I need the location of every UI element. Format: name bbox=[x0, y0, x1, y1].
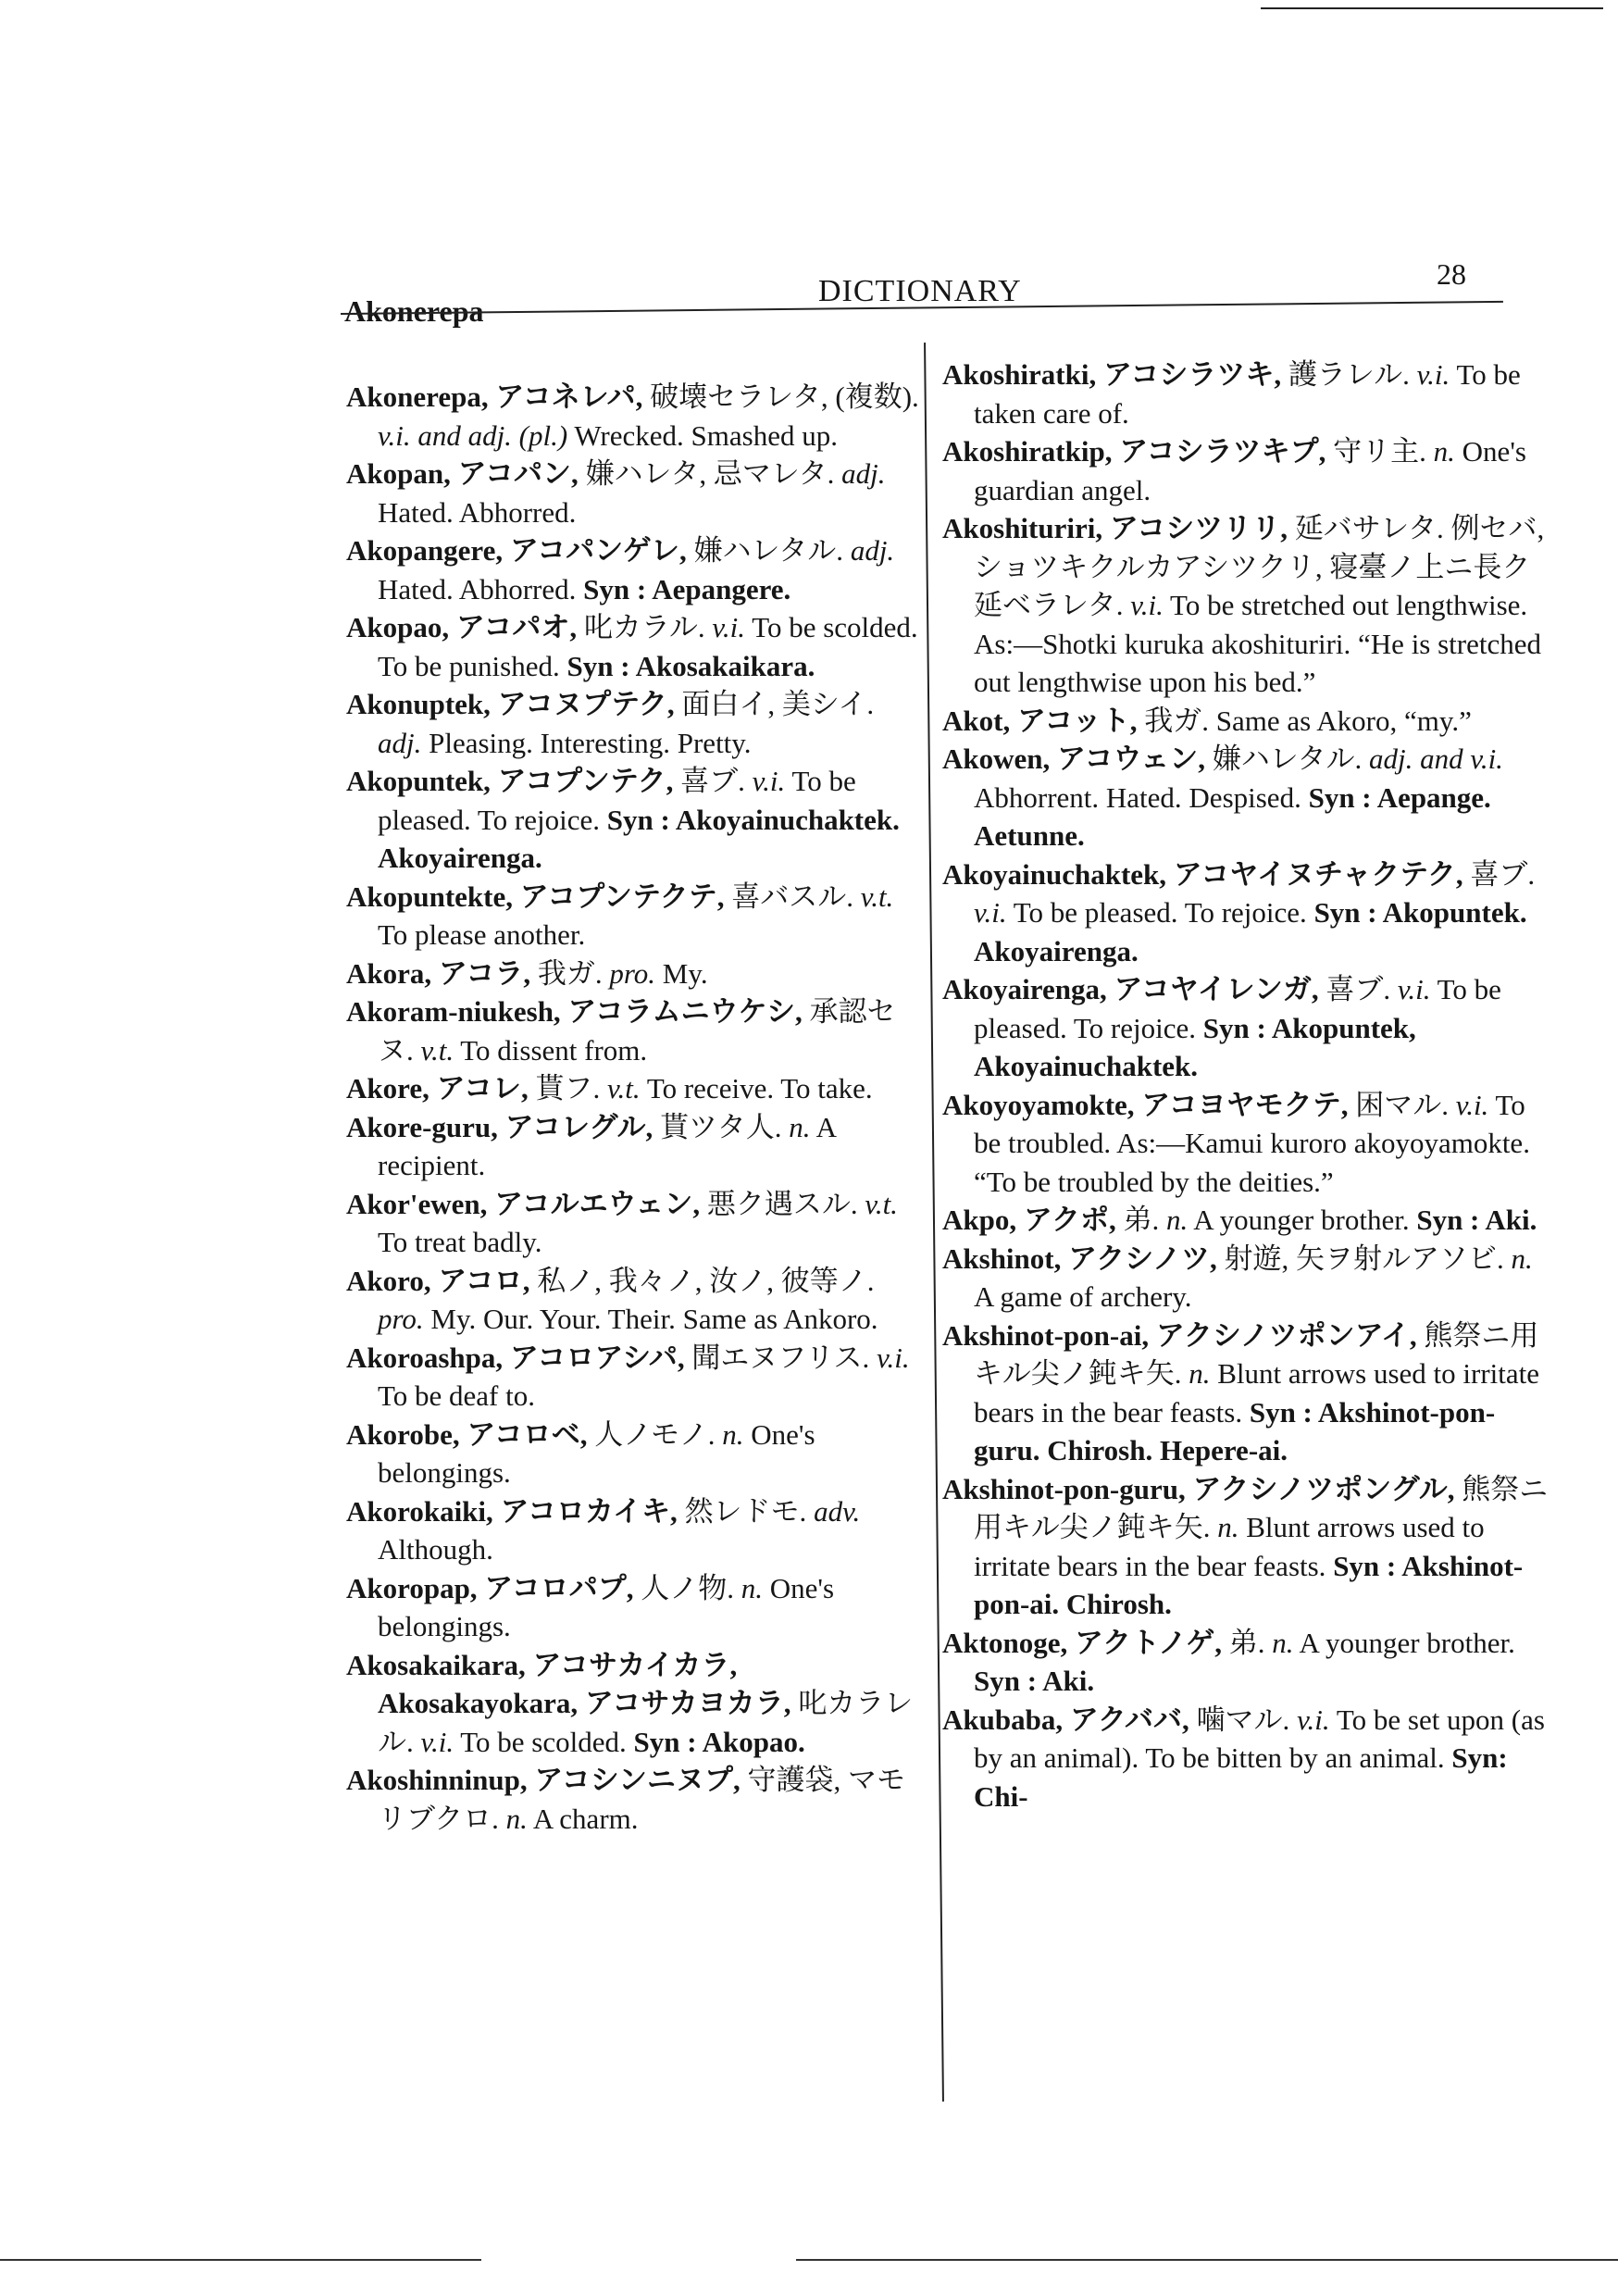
entry-headword: Akpo, アクポ, bbox=[942, 1204, 1116, 1236]
dictionary-entry bbox=[346, 1069, 920, 1108]
entry-definition: Blunt arrows used to irritate bears in the bear feasts. bbox=[974, 1511, 1485, 1582]
entry-japanese-gloss: 人ノ物. bbox=[641, 1571, 735, 1604]
entry-grammar: v.i. bbox=[1130, 589, 1164, 621]
entry-headword: Akoyairenga, アコヤイレンガ, bbox=[942, 973, 1319, 1005]
entry-japanese-gloss: 嫌ハレタル. bbox=[1212, 742, 1363, 775]
dictionary-entry bbox=[942, 1316, 1553, 1470]
entry-definition: A younger brother. bbox=[1299, 1626, 1515, 1659]
entry-definition: Hated. Abhorred. bbox=[378, 572, 577, 605]
entry-grammar: n. bbox=[1511, 1242, 1533, 1275]
dictionary-entry bbox=[346, 1492, 920, 1569]
dictionary-entry bbox=[346, 685, 920, 762]
dictionary-entry bbox=[942, 356, 1553, 432]
dictionary-entry bbox=[942, 740, 1553, 855]
entry-definition: Hated. Abhorred. bbox=[378, 495, 577, 529]
entry-japanese-gloss: 我ガ. bbox=[537, 956, 603, 990]
entry-headword: Akonerepa, アコネレパ, bbox=[346, 381, 643, 413]
entry-grammar: adj. bbox=[850, 534, 895, 567]
entry-headword: Akoroashpa, アコロアシパ, bbox=[346, 1341, 685, 1374]
dictionary-entry bbox=[346, 1416, 920, 1492]
entry-headword: Akoshiratkip, アコシラツキプ, bbox=[942, 435, 1326, 468]
entry-grammar: v.t. bbox=[420, 1033, 454, 1067]
entry-synonyms: Syn : Akopuntek. Akoyairenga. bbox=[974, 896, 1527, 967]
entry-grammar: v.i. and adj. (pl.) bbox=[378, 418, 568, 452]
entry-synonyms: Syn : Aepangere. bbox=[583, 572, 791, 605]
dictionary-entry bbox=[346, 992, 920, 1069]
entry-japanese-gloss: 然レドモ. bbox=[684, 1494, 807, 1528]
entry-japanese-gloss: 射遊, 矢ヲ射ルアソビ. bbox=[1224, 1242, 1504, 1275]
entry-synonyms: Syn : Akshinot-pon-guru. Chirosh. Hepere-ai. bbox=[974, 1395, 1496, 1466]
entry-grammar: n. bbox=[1217, 1511, 1239, 1543]
entry-definition: One's belongings. bbox=[378, 1571, 835, 1642]
dictionary-entry bbox=[942, 1470, 1553, 1624]
dictionary-entry bbox=[346, 1569, 920, 1646]
dictionary-entry bbox=[942, 1701, 1553, 1816]
entry-japanese-gloss: 破壊セラレタ, (複数). bbox=[650, 381, 919, 413]
entry-definition: To be stretched out lengthwise. As:—Shotki kuruka akoshituriri. “He is stretched out lengthwise upon his bed.” bbox=[974, 589, 1542, 698]
page-number: 28 bbox=[1437, 257, 1466, 291]
entry-headword: Akopangere, アコパンゲレ, bbox=[346, 534, 687, 567]
entry-grammar: n. bbox=[722, 1417, 744, 1451]
left-column bbox=[346, 378, 920, 1838]
entry-definition: To be troubled. As:—Kamui kuroro akoyoyamokte. “To be troubled by the deities.” bbox=[974, 1088, 1530, 1198]
entry-definition: A charm. bbox=[532, 1802, 639, 1835]
entry-headword: Akoyoyamokte, アコヨヤモクテ, bbox=[942, 1088, 1349, 1121]
dictionary-entry bbox=[346, 762, 920, 878]
entry-synonyms: Syn : Aki. bbox=[1416, 1204, 1537, 1236]
entry-grammar: adj. bbox=[841, 457, 886, 490]
entry-definition: To treat badly. bbox=[378, 1226, 542, 1258]
entry-headword: Akorokaiki, アコロカイキ, bbox=[346, 1494, 678, 1528]
entry-headword: Akorobe, アコロベ, bbox=[346, 1417, 588, 1451]
entry-grammar: adv. bbox=[814, 1494, 861, 1528]
entry-definition: A game of archery. bbox=[974, 1280, 1192, 1313]
dictionary-entry bbox=[346, 1262, 920, 1339]
entry-definition: My. bbox=[662, 956, 708, 990]
entry-headword: Akonuptek, アコヌプテク, bbox=[346, 688, 675, 720]
entry-grammar: v.i. bbox=[974, 896, 1007, 929]
dictionary-entry bbox=[346, 378, 920, 455]
entry-headword: Akowen, アコウェン, bbox=[942, 742, 1205, 775]
entry-grammar: n. bbox=[1189, 1357, 1211, 1390]
entry-headword: Akoshituriri, アコシツリリ, bbox=[942, 512, 1288, 544]
entry-headword: Akora, アコラ, bbox=[346, 956, 531, 990]
entry-japanese-gloss: 叱カラレル. bbox=[378, 1687, 914, 1758]
dictionary-entry bbox=[942, 855, 1553, 971]
column-divider bbox=[924, 343, 944, 2102]
entry-japanese-gloss: 面白イ, 美シイ. bbox=[681, 688, 875, 720]
dictionary-entry bbox=[346, 878, 920, 955]
entry-japanese-gloss: 弟. bbox=[1123, 1204, 1160, 1236]
guide-word: Akonerepa bbox=[344, 294, 484, 328]
entry-definition: To be pleased. To rejoice. bbox=[378, 765, 856, 836]
entry-grammar: n. bbox=[1433, 435, 1455, 468]
dictionary-entry bbox=[346, 1108, 920, 1185]
entry-grammar: v.i. bbox=[877, 1341, 910, 1374]
entry-definition: A younger brother. bbox=[1193, 1204, 1410, 1236]
entry-japanese-gloss: 護ラレル. bbox=[1288, 358, 1410, 391]
entry-headword: Akopan, アコパン, bbox=[346, 457, 579, 490]
entry-grammar: v.i. bbox=[1455, 1088, 1489, 1121]
entry-grammar: adj. bbox=[378, 726, 422, 759]
entry-japanese-gloss: 貰フ. bbox=[535, 1072, 601, 1104]
entry-synonyms: Syn : Akopuntek, Akoyainuchaktek. bbox=[974, 1011, 1416, 1082]
entry-japanese-gloss: 貰ツタ人. bbox=[660, 1110, 782, 1143]
entry-definition: Blunt arrows used to irritate bears in the bear feasts. bbox=[974, 1357, 1540, 1429]
bottom-rule-right bbox=[796, 2259, 1618, 2261]
entry-grammar: v.i. bbox=[1297, 1703, 1330, 1736]
entry-synonyms: Syn : Akoyainuchaktek. Akoyairenga. bbox=[378, 803, 900, 874]
dictionary-entry bbox=[346, 1339, 920, 1416]
dictionary-entry bbox=[346, 608, 920, 685]
entry-definition: To please another. bbox=[378, 918, 586, 951]
entry-definition: To be pleased. To rejoice. bbox=[974, 973, 1501, 1044]
entry-definition: To be deaf to. bbox=[378, 1379, 535, 1412]
entry-definition: Wrecked. Smashed up. bbox=[574, 418, 838, 452]
entry-grammar: n. bbox=[789, 1110, 811, 1143]
dictionary-entry bbox=[346, 1761, 920, 1838]
entry-synonyms: Syn : Akosakaikara. bbox=[566, 649, 815, 682]
entry-definition: One's guardian angel. bbox=[974, 435, 1526, 506]
entry-definition: A recipient. bbox=[378, 1110, 836, 1181]
entry-definition: To be taken care of. bbox=[974, 358, 1521, 430]
entry-headword: Akshinot-pon-ai, アクシノツポンアイ, bbox=[942, 1318, 1417, 1352]
entry-headword: Akore-guru, アコレグル, bbox=[346, 1110, 653, 1143]
entry-grammar: pro. bbox=[378, 1303, 424, 1335]
entry-japanese-gloss: 守護袋, マモリブクロ. bbox=[378, 1764, 906, 1835]
entry-grammar: pro. bbox=[609, 956, 656, 990]
entry-grammar: n. bbox=[1165, 1204, 1189, 1236]
bottom-rule-left bbox=[0, 2259, 481, 2261]
entry-definition: To dissent from. bbox=[460, 1033, 648, 1067]
entry-headword: Akopuntek, アコプンテク, bbox=[346, 765, 674, 797]
entry-grammar: v.i. bbox=[420, 1725, 454, 1758]
entry-japanese-gloss: 熊祭ニ用キル尖ノ鈍キ矢. bbox=[974, 1318, 1539, 1390]
right-column bbox=[942, 356, 1553, 1816]
dictionary-entry bbox=[942, 1201, 1553, 1240]
dictionary-entry bbox=[346, 955, 920, 993]
entry-definition: My. Our. Your. Their. Same as Ankoro. bbox=[430, 1303, 878, 1335]
dictionary-entry bbox=[942, 509, 1553, 702]
entry-synonyms: Syn : Akopao. bbox=[633, 1725, 805, 1758]
entry-grammar: v.t. bbox=[865, 1187, 898, 1220]
entry-grammar: n. bbox=[505, 1802, 528, 1835]
page-title: DICTIONARY bbox=[818, 274, 1022, 308]
dictionary-entry bbox=[346, 531, 920, 608]
entry-headword: Akoro, アコロ, bbox=[346, 1264, 530, 1297]
entry-japanese-gloss: 嫌ハレタ, 忌マレタ. bbox=[585, 457, 835, 490]
entry-grammar: v.i. bbox=[712, 611, 745, 643]
entry-headword: Akoropap, アコロパプ, bbox=[346, 1571, 634, 1604]
entry-japanese-gloss: 熊祭ニ用キル尖ノ鈍キ矢. bbox=[974, 1472, 1549, 1543]
entry-headword: Aktonoge, アクトノゲ, bbox=[942, 1626, 1222, 1659]
entry-headword: Akoram-niukesh, アコラムニウケシ, bbox=[346, 995, 803, 1028]
entry-japanese-gloss: 喜ブ. bbox=[1326, 973, 1391, 1005]
entry-japanese-gloss: 守リ主. bbox=[1333, 435, 1426, 468]
entry-headword: Akshinot-pon-guru, アクシノツポングル, bbox=[942, 1472, 1455, 1505]
dictionary-entry bbox=[942, 970, 1553, 1086]
entry-definition: To be scolded. To be punished. bbox=[378, 611, 918, 682]
entry-japanese-gloss: 聞エヌフリス. bbox=[691, 1341, 870, 1374]
entry-japanese-gloss: 叱カラル. bbox=[583, 611, 705, 643]
entry-headword: Akubaba, アクババ, bbox=[942, 1703, 1189, 1736]
entry-grammar: v.t. bbox=[607, 1072, 641, 1104]
entry-headword: Akshinot, アクシノツ, bbox=[942, 1242, 1217, 1275]
entry-headword: Akoshiratki, アコシラツキ, bbox=[942, 358, 1282, 391]
entry-definition: To be pleased. To rejoice. bbox=[1013, 896, 1307, 929]
entry-definition: Pleasing. Interesting. Pretty. bbox=[429, 726, 752, 759]
entry-grammar: v.i. bbox=[1416, 358, 1450, 391]
entry-headword: Akot, アコット, bbox=[942, 704, 1138, 737]
dictionary-entry bbox=[942, 702, 1553, 741]
dictionary-entry bbox=[346, 1646, 920, 1762]
entry-synonyms: Syn : Aepange. Aetunne. bbox=[974, 780, 1491, 852]
entry-definition: Abhorrent. Hated. Despised. bbox=[974, 780, 1301, 814]
entry-definition: To be scolded. bbox=[460, 1725, 627, 1758]
entry-japanese-gloss: 悪ク遇スル. bbox=[706, 1187, 858, 1220]
entry-japanese-gloss: 承認セヌ. bbox=[378, 995, 896, 1067]
entry-grammar: v.t. bbox=[860, 880, 894, 913]
entry-grammar: n. bbox=[1272, 1626, 1294, 1659]
entry-definition: Although. bbox=[378, 1533, 493, 1566]
entry-headword: Akopuntekte, アコプンテクテ, bbox=[346, 880, 725, 913]
dictionary-entry bbox=[942, 1086, 1553, 1202]
entry-grammar: v.i. bbox=[1397, 973, 1431, 1005]
entry-grammar: v.i. bbox=[752, 765, 786, 797]
entry-grammar: n. bbox=[741, 1571, 764, 1604]
entry-japanese-gloss: 延バサレタ. 例セバ, ショツキクルカアシツクリ, 寝臺ノ上ニ長ク延ベラレタ. bbox=[974, 512, 1545, 621]
entry-definition: Same as Akoro, “my.” bbox=[1215, 704, 1472, 737]
dictionary-entry bbox=[346, 455, 920, 531]
entry-definition: One's belongings. bbox=[378, 1417, 815, 1489]
entry-headword: Akoshinninup, アコシンニヌプ, bbox=[346, 1764, 741, 1796]
entry-japanese-gloss: 噛マル. bbox=[1196, 1703, 1290, 1736]
entry-headword: Akoyainuchaktek, アコヤイヌチャクテク, bbox=[942, 857, 1463, 891]
dictionary-entry bbox=[942, 1624, 1553, 1701]
entry-synonyms: Syn: Chi- bbox=[974, 1741, 1508, 1813]
entry-japanese-gloss: 私ノ, 我々ノ, 汝ノ, 彼等ノ. bbox=[537, 1264, 875, 1297]
top-edge-rule bbox=[1261, 7, 1603, 9]
entry-japanese-gloss: 我ガ. bbox=[1144, 704, 1210, 737]
entry-grammar: adj. and v.i. bbox=[1369, 742, 1503, 775]
entry-synonyms: Syn : Aki. bbox=[974, 1665, 1095, 1697]
entry-headword: Akopao, アコパオ, bbox=[346, 611, 578, 643]
entry-japanese-gloss: 喜ブ. bbox=[1470, 857, 1536, 891]
entry-definition: To be set upon (as by an animal). To be bitten by an animal. bbox=[974, 1703, 1545, 1774]
entry-japanese-gloss: 困マル. bbox=[1355, 1088, 1449, 1121]
entry-japanese-gloss: 人ノモノ. bbox=[594, 1417, 716, 1451]
entry-definition: To receive. To take. bbox=[646, 1072, 873, 1104]
entry-japanese-gloss: 弟. bbox=[1228, 1626, 1265, 1659]
entry-headword: Akor'ewen, アコルエウェン, bbox=[346, 1187, 701, 1220]
dictionary-entry bbox=[346, 1185, 920, 1262]
entry-japanese-gloss: 嫌ハレタル. bbox=[693, 534, 844, 567]
entry-japanese-gloss: 喜バスル. bbox=[731, 880, 853, 913]
entry-headword: Akosakaikara, アコサカイカラ, Akosakayokara, アコサカヨカラ, bbox=[346, 1648, 791, 1719]
dictionary-entry bbox=[942, 432, 1553, 509]
dictionary-entry bbox=[942, 1240, 1553, 1316]
entry-headword: Akore, アコレ, bbox=[346, 1072, 529, 1104]
entry-japanese-gloss: 喜ブ. bbox=[680, 765, 745, 797]
entry-synonyms: Syn : Akshinot-pon-ai. Chirosh. bbox=[974, 1549, 1524, 1620]
